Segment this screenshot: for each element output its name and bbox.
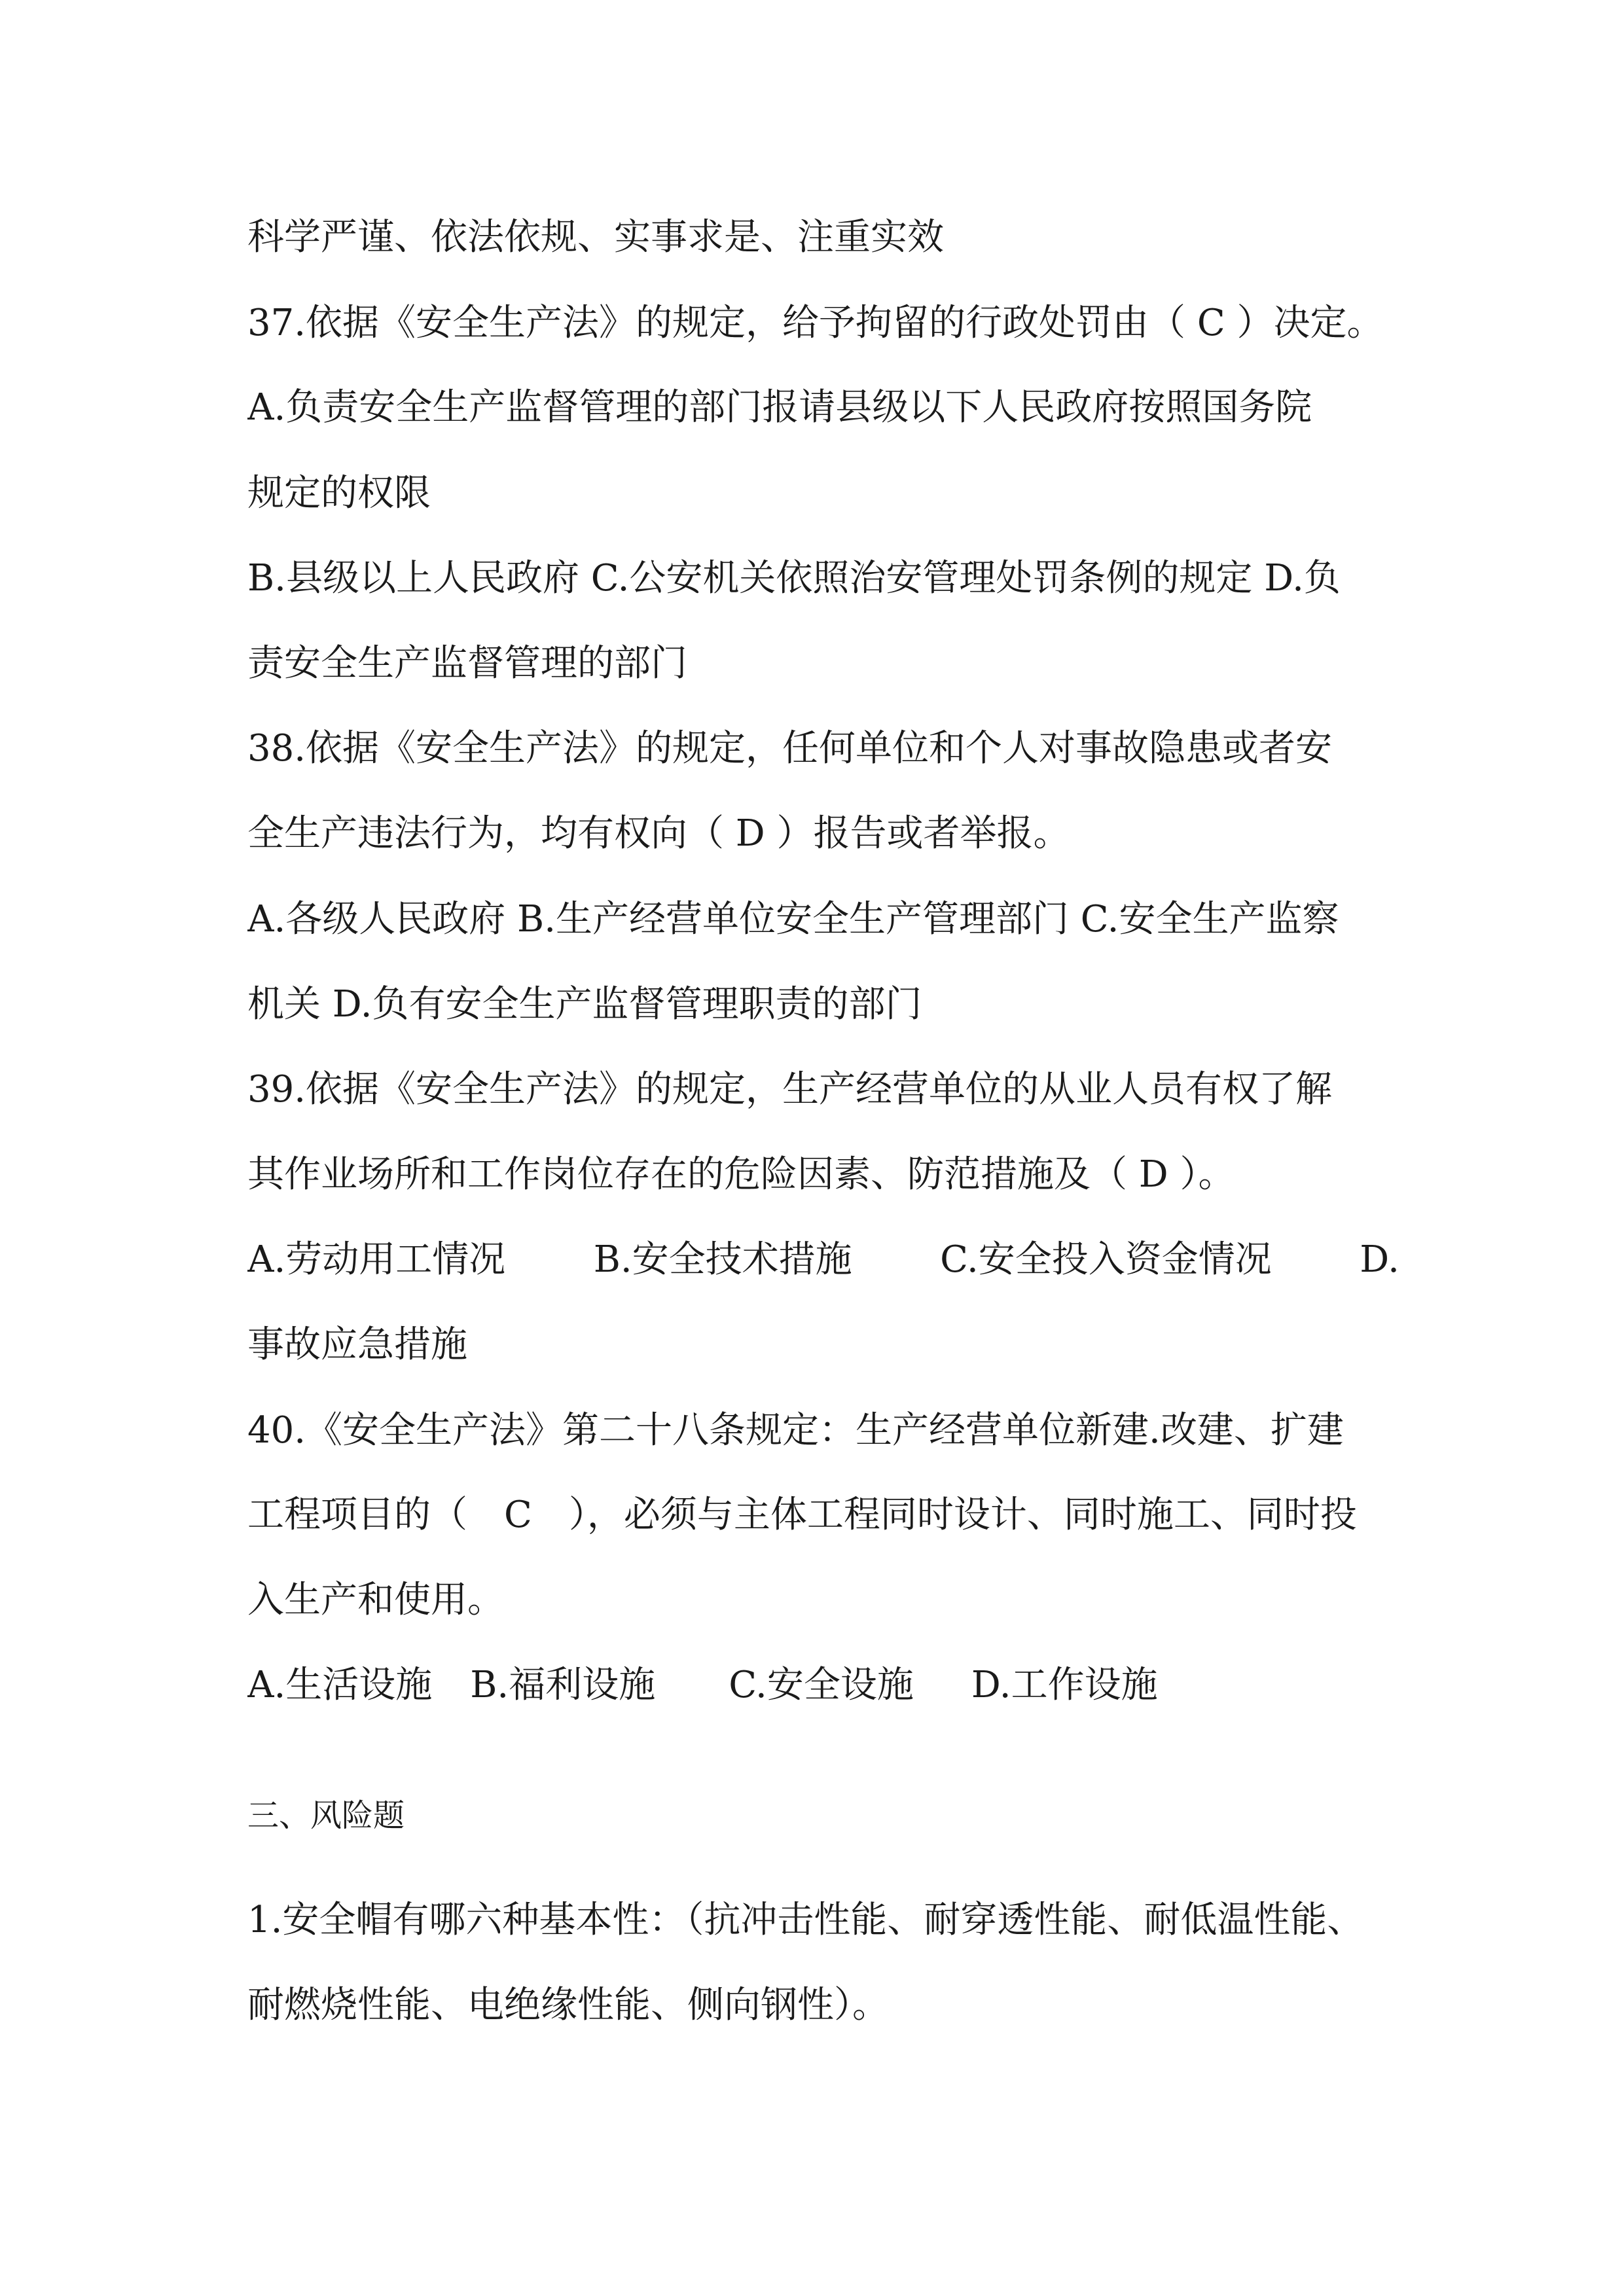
question-38-stem: 38.依据《安全生产法》的规定，任何单位和个人对事故隐患或者安 (247, 728, 1333, 770)
question-37-option-a-cont: 规定的权限 (247, 473, 431, 514)
question-38-stem-cont: 全生产违法行为，均有权向（ D ）报告或者举报。 (247, 813, 1070, 855)
question-40-option-c: C.安全设施 (729, 1664, 914, 1706)
question-39-stem: 39.依据《安全生产法》的规定，生产经营单位的从业人员有权了解 (247, 1069, 1333, 1111)
text-line: 科学严谨、依法依规、实事求是、注重实效 (247, 217, 944, 259)
question-37-options-cont: 责安全生产监督管理的部门 (247, 643, 687, 685)
question-39-option-b: B.安全技术措施 (593, 1239, 852, 1281)
question-38-options-cont: 机关 D.负有安全生产监督管理职责的部门 (247, 984, 922, 1026)
question-37-options-bcd: B.县级以上人民政府 C.公安机关依照治安管理处罚条例的规定 D.负 (247, 558, 1341, 600)
question-37-stem: 37.依据《安全生产法》的规定，给予拘留的行政处罚由（ C ）决定。 (247, 302, 1384, 344)
question-37-option-a: A.负责安全生产监督管理的部门报请县级以下人民政府按照国务院 (247, 387, 1312, 429)
question-40-option-a: A.生活设施 (247, 1664, 433, 1706)
question-40-stem: 40.《安全生产法》第二十八条规定：生产经营单位新建.改建、扩建 (247, 1410, 1344, 1452)
question-38-options: A.各级人民政府 B.生产经营单位安全生产管理部门 C.安全生产监察 (247, 899, 1339, 941)
question-39-option-a: A.劳动用工情况 (247, 1239, 506, 1281)
question-39-option-d: D. (1360, 1239, 1399, 1281)
question-40-option-b: B.福利设施 (470, 1664, 656, 1706)
question-39-stem-cont: 其作业场所和工作岗位存在的危险因素、防范措施及（ D ）。 (247, 1154, 1235, 1196)
question-39-options (247, 1239, 1399, 1281)
question-40-stem-cont: 工程项目的（ C ），必须与主体工程同时设计、同时施工、同时投 (247, 1494, 1357, 1536)
question-39-option-c: C.安全投入资金情况 (940, 1239, 1272, 1281)
section-title: 三、风险题 (247, 1797, 405, 1834)
question-40-option-d: D.工作设施 (971, 1664, 1158, 1706)
risk-question-1: 1.安全帽有哪六种基本性：（抗冲击性能、耐穿透性能、耐低温性能、 (247, 1899, 1364, 1941)
risk-question-1-cont: 耐燃烧性能、电绝缘性能、侧向钢性）。 (247, 1984, 889, 2026)
question-39-option-d-cont: 事故应急措施 (247, 1324, 467, 1366)
question-40-stem-end: 入生产和使用。 (247, 1579, 504, 1621)
question-40-options (247, 1664, 1399, 1706)
